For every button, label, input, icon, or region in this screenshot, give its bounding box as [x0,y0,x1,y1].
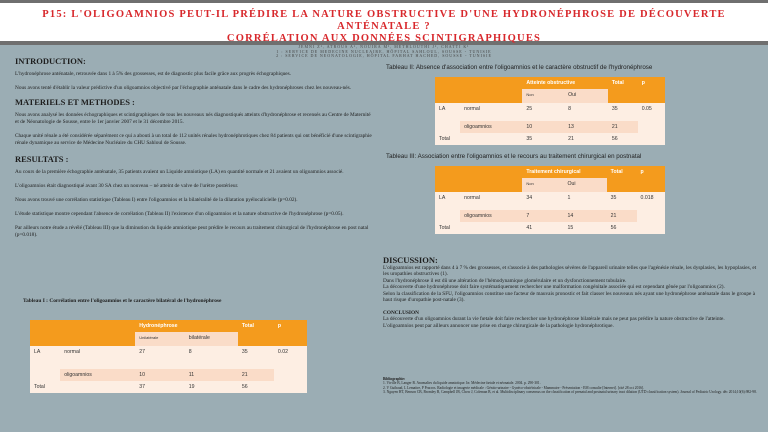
table-cell: normal [464,195,480,201]
total-row [30,381,307,393]
table-cell: Total [439,136,450,142]
table-1 [30,320,307,393]
p-value: 0.02 [277,349,288,355]
subheader: Non [522,89,564,103]
table-cell: 8 [188,349,192,355]
results-heading: RESULTATS : [15,154,69,164]
header-row [435,166,665,178]
discussion-section [383,257,763,329]
table-row [30,369,307,381]
subheader: Non [522,178,563,192]
table-cell: 8 [568,106,571,112]
table-cell [637,222,665,234]
authors: JEMNI Z¹, ATROUS A¹, NOUIRA M¹, METHLOUTHI J², CHATTI K¹ [298,44,470,49]
subheader: Oui [564,89,608,103]
header-p: p [274,320,307,346]
table-cell: oligoamnios [460,210,522,222]
table-cell: oligoamnios [60,369,135,381]
table-cell [638,133,665,145]
left-column [15,58,373,246]
table-row [30,346,307,369]
header-total: Total [608,77,638,103]
header-total: Total [607,166,637,192]
header-group: Hydronéphrose [135,320,238,332]
results-p3: Nous avons trouvé une corrélation statistique (Tableau I) entre l'oligoamnios et la bilatéralité de la dilatation pyélocalicielle (p=0.02). [15,197,298,203]
reference: 3. Nguyen HT, Benson CB, Bromley B, Campbell JB, Chow J, Coleman B, et al. Multidisciplinary consensus on the classification of prenatal and postnatal urinary tract dilation (UTD classification system). Journal of Pediatric Urology. déc 2014;10(6):982-98. [383,390,757,395]
poster-title: P15: L'OLIGOAMNIOS PEUT-IL PRÉDIRE LA NATURE OBSTRUCTIVE D'UNE HYDRONÉPHROSE DE DÉCOUVERTE ANTÉNATALE ? [42,9,726,32]
table-cell: 10 [522,121,564,133]
table-cell: 13 [564,121,608,133]
results-p5: Par ailleurs notre étude a révélé (Tableau III) que la diminution du liquide amniotique peut prédire le recours au traitement chirurgical de l'hydronéphrose en post natal (p=0.018). [15,225,369,238]
header-blank [435,77,522,103]
header-blank [435,166,522,192]
reference: 1. Viville B, Langer B. Anomalies du liquide amniotique. In: Médecine fœtale et néonatale. 2004. p. 290-301. [383,381,541,386]
table-cell: 25 [526,106,533,112]
row-group-label: LA [439,106,446,112]
conclusion-line: L'oligoamnios peut par ailleurs annoncer une prise en charge chirurgicale de la pathologie hydronéphrotique. [383,322,614,329]
table-2 [435,77,665,145]
header-group: Atteinte obstructive [522,77,607,89]
results-p1: Au cours de la première échographie anténatale, 35 patients avaient un Liquide amniotique (LA) en quantité normale et 21 avaient un oligoamnios associé. [15,169,344,175]
table-cell: 37 [139,384,146,390]
table-cell: Total [34,384,45,390]
table-cell: 1 [567,195,571,201]
table-cell: oligoamnios [460,121,522,133]
header-total: Total [238,320,274,346]
table-cell: 41 [526,225,533,231]
methods-p2: Chaque unité rénale a été considérée séparément ce qui a abouti à un total de 112 unités rénales hydronéphrotiques chez 84 patients qui ont bénéficié d'une scintigraphie rénale dynamique au service de Médecine Nucléaire du CHU Sahloul de Sousse. [15,133,372,146]
table-cell: 34 [526,195,533,201]
intro-p1: L'hydronéphrose anténatale, retrouvée dans 1 à 5% des grossesses, est de diagnostic plus facile grâce aux progrès échographiques. [15,71,292,77]
header-p: p [637,166,665,192]
total-row [435,222,665,234]
header-group: Traitement chirurgical [522,166,606,178]
header-row [30,320,307,332]
table-cell: normal [464,106,480,112]
table-cell: 35 [241,349,248,355]
discussion-line: Dans l'hydronéphrose il est dû une altération de l'hémodynamique glomérulaire et un dysfonctionnement tubulaire. [383,277,627,284]
conclusion-line: La découverte d'un oligoamnios durant la vie fœtale doit faire rechercher une hydronéphrose bilatérale mais ne peut pas prédire la nature obstructive de l'atteinte. [383,316,725,322]
table-row [435,210,665,222]
subheader: Oui [564,178,607,192]
total-row [435,133,665,145]
affiliation-2: 2 : SERVICE DE NEONATOLOGIE, HÔPITAL FARHAT HACHED, SOUSSE - TUNISIE [276,53,492,58]
table-cell: 7 [522,210,563,222]
header-row [435,77,665,89]
table-cell: 15 [567,225,574,231]
table-cell: 10 [135,369,185,381]
table3-caption: Tableau III: Association entre l'oligoamnios et le recours au traitement chirurgical en postnatal [386,153,642,160]
discussion-line: La découverte d'une hydronéphrose doit faire systématiquement rechercher une malformation congénitale associée qui est cependant gênée par l'oligoamnios (2). [383,284,725,290]
header-p: p [638,77,665,103]
table-cell: 35 [610,195,617,201]
table-cell: 21 [607,210,637,222]
table-cell: 35 [526,136,533,142]
row-group-label: LA [34,349,41,355]
discussion-line: Selon la classification de la SFU, l'oligoamnios constitue une facteur de mauvais pronostic et fait classer les nouveaux nés ayant une hydronéphrose anténatale dans le groupe à haut risque d'uropathie post-natale (3). [383,290,756,303]
table-cell: 21 [568,136,574,142]
row-group-label: LA [439,195,446,201]
table-cell: 56 [611,136,618,142]
affiliation-1: 1 : SERVICE DE MEDECINE NUCLEAIRE, HÔPITAL SAHLOUL, SOUSSE - TUNISIE [276,48,492,54]
table-cell: 19 [188,384,195,390]
table-row [435,103,665,121]
methods-p1: Nous avons analysé les données échographiques et scintigraphiques de tous les nouveaux nés diagnostiqués atteints d'hydronéphrose et recensés au Centre de Maternité et de Néonatologie de Sousse, entre le 1er janvier 2007 et le 31 décembre 2015. [15,112,371,125]
intro-heading: INTRODUCTION: [15,56,86,66]
table-row [435,192,665,210]
results-p4: L'étude statistique montre cependant l'absence de corrélation (Tableau II) l'existence d'un oligoamnios et la nature obstructive de l'hydronéphrose (p=0.05). [15,211,344,217]
p-value: 0.05 [641,106,652,112]
table-cell: 35 [611,106,618,112]
subheader: Unilatérale [135,332,185,346]
table-cell: 11 [185,369,238,381]
bibliography-heading: Bibliographie: [383,377,406,381]
table-cell: 56 [610,225,617,231]
reference: 2. V Guibaud, L Lemaitre, P Pracros. Radiologie et imagerie médicale : Génito-urinaire - Gynéco-obstétricale - Mammaire - Présentation - EM consulte [Internet]. [cité 28 oct 2016]. [383,385,645,390]
table-row [435,121,665,133]
table-cell: normal [64,349,81,355]
poster-header [0,0,768,58]
table-cell: 21 [238,369,274,381]
table-cell: Total [439,225,450,231]
bibliography [383,377,758,395]
discussion-line: L'oligoamnios est rapporté dans 4 à 7 % des grossesses, et s'associe à des pathologies sévères de l'appareil urinaire telles que l'agénésie rénale, les dysplasies, les hypoplasies, et les uropathies obstructives (1). [383,264,757,277]
subheader: bilatérale [185,332,238,346]
intro-p2: Nous avons tenté d'établir la valeur prédictive d'un oligoamnios objectivé par l'échographie anténatale dans le cadre des hydronéphroses chez les nouveau-nés. [15,85,352,91]
table-cell: 56 [241,384,248,390]
table-3 [435,166,665,234]
table-cell [274,381,307,393]
methods-heading: MATERIELS ET METHODES : [15,97,135,107]
table-cell: 14 [564,210,607,222]
conclusion-heading: CONCLUSION [383,309,419,316]
poster-subtitle: CORRÉLATION AUX DONNÉES SCINTIGRAPHIQUES [226,33,542,44]
header-blank [30,320,135,346]
table2-caption: Tableau II: Absence d'association entre l'oligoamnios et le caractère obstructif de l'hydronéphrose [386,64,653,71]
results-p2: L'oligoamnios était diagnostiqué avant 30 SA chez un nouveau – né atteint de valve de l'urètre postérieur. [15,183,239,189]
discussion-heading: DISCUSSION: [383,255,438,265]
table1-caption: Tableau I : Corrélation entre l'oligoamnios et le caractère bilatéral de l'hydronéphrose [23,298,222,304]
p-value: 0.018 [640,195,654,201]
table-cell: 27 [139,349,146,355]
table-cell: 21 [608,121,638,133]
